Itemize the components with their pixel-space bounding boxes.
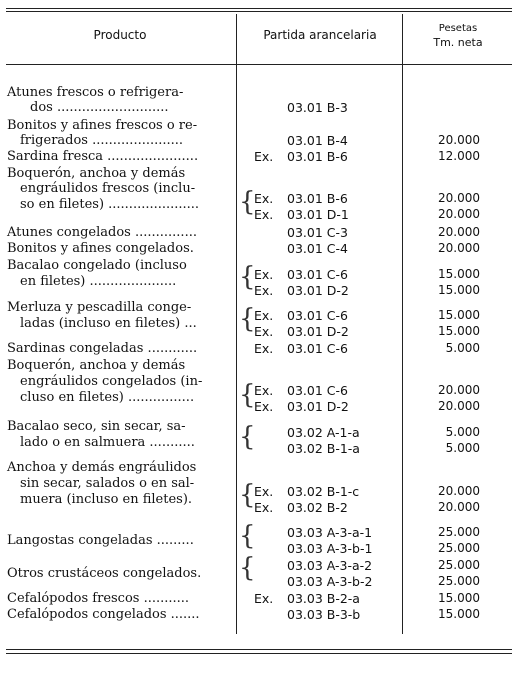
- value-cell: 25.000: [438, 541, 480, 555]
- product-line: Anchoa y demás engráulidos: [7, 460, 197, 475]
- code-number: 03.01 C-6: [287, 341, 348, 356]
- code-prefix: Ex.: [254, 500, 274, 515]
- top-rule-1: [6, 8, 512, 9]
- code-prefix: Ex.: [254, 341, 274, 356]
- value-cell: 15.000: [438, 591, 480, 605]
- code-number: 03.01 B-6: [287, 191, 348, 206]
- code-number: 03.01 D-2: [287, 399, 349, 414]
- product-line: dos ...........................: [30, 100, 169, 115]
- top-rule-2: [6, 11, 512, 12]
- product-line: Boquerón, anchoa y demás: [7, 166, 186, 181]
- code-number: 03.03 A-3-b-1: [287, 541, 373, 556]
- column-divider-1: [236, 14, 237, 634]
- product-line: Atunes congelados ...............: [7, 225, 197, 240]
- code-number: 03.03 B-2-a: [287, 591, 360, 606]
- value-cell: 15.000: [438, 267, 480, 281]
- product-line: Bonitos y afines congelados.: [7, 241, 194, 256]
- code-prefix: Ex.: [254, 383, 274, 398]
- value-cell: 20.000: [438, 500, 480, 514]
- value-cell: 20.000: [438, 383, 480, 397]
- code-prefix: Ex.: [254, 191, 274, 206]
- value-cell: 25.000: [438, 574, 480, 588]
- header-separator: [6, 64, 512, 65]
- code-prefix: Ex.: [254, 399, 274, 414]
- brace: {: [239, 262, 256, 292]
- code-number: 03.03 A-3-a-2: [287, 558, 373, 573]
- value-cell: 20.000: [438, 207, 480, 221]
- product-line: frigerados ......................: [20, 133, 184, 148]
- code-number: 03.01 B-3: [287, 100, 348, 115]
- code-number: 03.01 B-4: [287, 133, 348, 148]
- code-number: 03.01 D-2: [287, 283, 349, 298]
- product-line: Sardinas congeladas ............: [7, 341, 198, 356]
- header-producto: Producto: [93, 28, 147, 42]
- value-cell: 15.000: [438, 283, 480, 297]
- code-prefix: Ex.: [254, 149, 274, 164]
- code-prefix: Ex.: [254, 324, 274, 339]
- value-cell: 5.000: [445, 341, 480, 355]
- code-number: 03.01 C-3: [287, 225, 348, 240]
- value-cell: 20.000: [438, 484, 480, 498]
- value-cell: 5.000: [445, 441, 480, 455]
- code-number: 03.02 A-1-a: [287, 425, 360, 440]
- bottom-rule-2: [6, 653, 512, 654]
- column-divider-2: [402, 14, 403, 634]
- product-line: lado o en salmuera ...........: [20, 435, 195, 450]
- code-number: 03.01 D-1: [287, 207, 349, 222]
- value-cell: 20.000: [438, 225, 480, 239]
- value-cell: 20.000: [438, 191, 480, 205]
- header-partida: Partida arancelaria: [263, 28, 377, 42]
- code-number: 03.01 C-6: [287, 383, 348, 398]
- code-number: 03.01 B-6: [287, 149, 348, 164]
- value-cell: 25.000: [438, 558, 480, 572]
- code-number: 03.01 C-6: [287, 267, 348, 282]
- code-number: 03.02 B-2: [287, 500, 348, 515]
- code-prefix: Ex.: [254, 308, 274, 323]
- code-number: 03.03 A-3-a-1: [287, 525, 373, 540]
- value-cell: 15.000: [438, 308, 480, 322]
- value-cell: 20.000: [438, 133, 480, 147]
- brace: {: [239, 304, 256, 334]
- code-number: 03.02 B-1-a: [287, 441, 360, 456]
- product-line: Otros crustáceos congelados.: [7, 566, 202, 581]
- product-line: ladas (incluso en filetes) ...: [20, 316, 197, 331]
- value-cell: 20.000: [438, 399, 480, 413]
- product-line: Bonitos y afines frescos o re-: [7, 118, 198, 133]
- product-line: en filetes) .....................: [20, 274, 177, 289]
- value-cell: 5.000: [445, 425, 480, 439]
- brace: {: [239, 187, 256, 217]
- product-line: engráulidos frescos (inclu-: [20, 181, 196, 196]
- code-number: 03.03 B-3-b: [287, 607, 361, 622]
- header-tm-neta: Tm. neta: [433, 36, 483, 49]
- product-line: engráulidos congelados (in-: [20, 374, 203, 389]
- product-line: Merluza y pescadilla conge-: [7, 300, 192, 315]
- brace: {: [239, 422, 256, 452]
- product-line: Bacalao seco, sin secar, sa-: [7, 419, 186, 434]
- product-line: Cefalópodos congelados .......: [7, 607, 200, 622]
- product-line: Cefalópodos frescos ...........: [7, 591, 190, 606]
- code-prefix: Ex.: [254, 484, 274, 499]
- product-line: Langostas congeladas .........: [7, 533, 194, 548]
- value-cell: 15.000: [438, 324, 480, 338]
- code-prefix: Ex.: [254, 207, 274, 222]
- product-line: muera (incluso en filetes).: [20, 492, 193, 507]
- value-cell: 25.000: [438, 525, 480, 539]
- brace: {: [239, 380, 256, 410]
- product-line: Atunes frescos o refrigera-: [7, 85, 184, 100]
- product-line: so en filetes) ......................: [20, 197, 200, 212]
- code-number: 03.03 A-3-b-2: [287, 574, 373, 589]
- brace: {: [239, 521, 256, 551]
- code-prefix: Ex.: [254, 591, 274, 606]
- brace: {: [239, 553, 256, 583]
- value-cell: 20.000: [438, 241, 480, 255]
- value-cell: 12.000: [438, 149, 480, 163]
- product-line: cluso en filetes) ................: [20, 390, 195, 405]
- value-cell: 15.000: [438, 607, 480, 621]
- brace: {: [239, 480, 256, 510]
- code-number: 03.01 D-2: [287, 324, 349, 339]
- code-prefix: Ex.: [254, 283, 274, 298]
- product-line: Bacalao congelado (incluso: [7, 258, 187, 273]
- product-line: sin secar, salados o en sal-: [20, 476, 195, 491]
- code-prefix: Ex.: [254, 267, 274, 282]
- header-pesetas: Pesetas: [438, 23, 478, 34]
- code-number: 03.01 C-4: [287, 241, 348, 256]
- bottom-rule-1: [6, 649, 512, 650]
- code-number: 03.02 B-1-c: [287, 484, 360, 499]
- code-number: 03.01 C-6: [287, 308, 348, 323]
- product-line: Sardina fresca ......................: [7, 149, 199, 164]
- product-line: Boquerón, anchoa y demás: [7, 358, 186, 373]
